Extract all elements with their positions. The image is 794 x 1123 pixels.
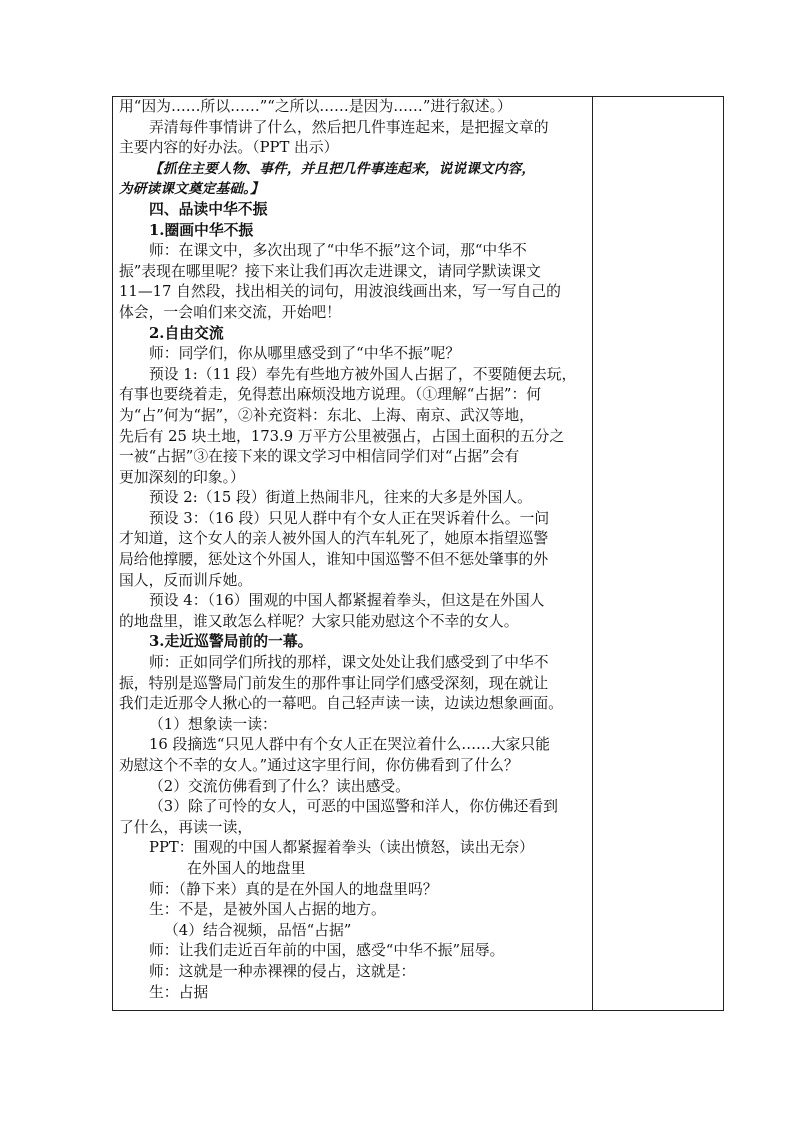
text-line: 劝慰这个不幸的女人。”通过这字里行间，你仿佛看到了什么？ [119, 757, 519, 774]
section-heading-line: 四、品读中华不振 [149, 200, 268, 218]
design-note-line: 为研读课文奠定基础。】 [119, 181, 264, 198]
text-line: 师：让我们走近百年前的中国，感受“中华不振”屈辱。 [149, 942, 505, 960]
text-line: 主要内容的好办法。（PPT 出示） [119, 139, 339, 157]
text-line: （3）除了可怜的女人，可恶的中国巡警和洋人，你仿佛还看到 [149, 798, 558, 816]
text-line: 振”表现在哪里呢？接下来让我们再次走进课文，请同学默读课文 [119, 262, 541, 280]
text-line: 用“因为……所以……”“之所以……是因为……”进行叙述。） [119, 98, 512, 115]
lesson-plan-table [112, 96, 724, 1011]
text-line: 师：正如同学们所找的那样，课文处处让我们感受到了中华不 [149, 654, 549, 672]
text-line: 预设 3：（16 段）只见人群中有个女人正在哭诉着什么。一问 [149, 509, 550, 527]
text-line: 才知道，这个女人的亲人被外国人的汽车轧死了，她原本指望巡警 [119, 530, 549, 548]
text-line: 有事也要绕着走，免得惹出麻烦没地方说理。（①理解“占据”：何 [119, 386, 542, 404]
text-line: （2）交流仿佛看到了什么？读出感受。 [149, 777, 410, 795]
text-line: 一被“占据”③在接下来的课文学习中相信同学们对“占据”会有 [119, 448, 520, 466]
text-line: 弄清每件事情讲了什么，然后把几件事连起来，是把握文章的 [149, 118, 549, 136]
text-line: 生：不是，是被外国人占据的地方。 [149, 901, 386, 919]
text-line: 为“占”何为“据”，②补充资料：东北、上海、南京、武汉等地， [119, 406, 534, 424]
text-line: 师：在课文中，多次出现了“中华不振”这个词，那“中华不 [149, 242, 527, 260]
text-line: 师：（静下来）真的是在外国人的地盘里吗？ [149, 880, 438, 898]
text-line: PPT：围观的中国人都紧握着拳头（读出愤怒，读出无奈） [149, 839, 534, 857]
notes-cell [594, 97, 723, 1010]
text-line: 11—17 自然段，找出相关的词句，用波浪线画出来，写一写自己的 [119, 283, 561, 301]
section-heading-line: 3.走近巡警局前的一幕。 [149, 633, 313, 651]
text-line: 局给他撑腰，惩处这个外国人，谁知中国巡警不但不惩处肇事的外 [119, 551, 549, 569]
text-line: 16 段摘选“只见人群中有个女人正在哭泣着什么……大家只能 [149, 736, 551, 754]
text-line: 预设 2:（15 段）街道上热闹非凡，往来的大多是外国人。 [149, 489, 532, 507]
column-divider [592, 97, 593, 1010]
text-line: 体会，一会咱们来交流，开始吧！ [119, 303, 341, 321]
text-line: 生：占据 [149, 983, 209, 1001]
text-line: 振，特别是巡警局门前发生的那件事让同学们感受深刻，现在就让 [119, 674, 549, 692]
text-line: （1）想象读一读： [149, 715, 277, 733]
section-heading-line: 1.圈画中华不振 [149, 221, 254, 239]
text-line: 师：这就是一种赤裸裸的侵占，这就是： [149, 962, 416, 980]
text-line: （4）结合视频，品悟“占据” [164, 921, 352, 939]
text-line: 在外国人的地盘里 [187, 859, 306, 877]
text-line: 预设 4：（16）围观的中国人都紧握着拳头，但这是在外国人 [149, 592, 545, 610]
text-line: 了什么，再读一读， [119, 818, 253, 836]
section-heading-line: 2.自由交流 [149, 324, 224, 342]
text-line: 预设 1:（11 段）奉先有些地方被外国人占据了，不要随便去玩， [149, 365, 577, 383]
lesson-content-cell [119, 97, 591, 1003]
text-line: 更加深刻的印象。） [119, 468, 245, 486]
design-note-line: 【抓住主要人物、事件，并且把几件事连起来，说说课文内容， [149, 160, 536, 177]
text-line: 我们走近那令人揪心的一幕吧。自己轻声读一读，边读边想象画面。 [119, 695, 563, 713]
text-line: 先后有 25 块土地，173.9 万平方公里被强占，占国土面积的五分之 [119, 427, 565, 445]
text-line: 师：同学们，你从哪里感受到了“中华不振”呢？ [149, 345, 461, 363]
text-line: 的地盘里，谁又敢怎么样呢？大家只能劝慰这个不幸的女人。 [119, 612, 519, 630]
lesson-text [119, 97, 591, 1003]
text-line: 国人，反而训斥她。 [119, 571, 253, 589]
